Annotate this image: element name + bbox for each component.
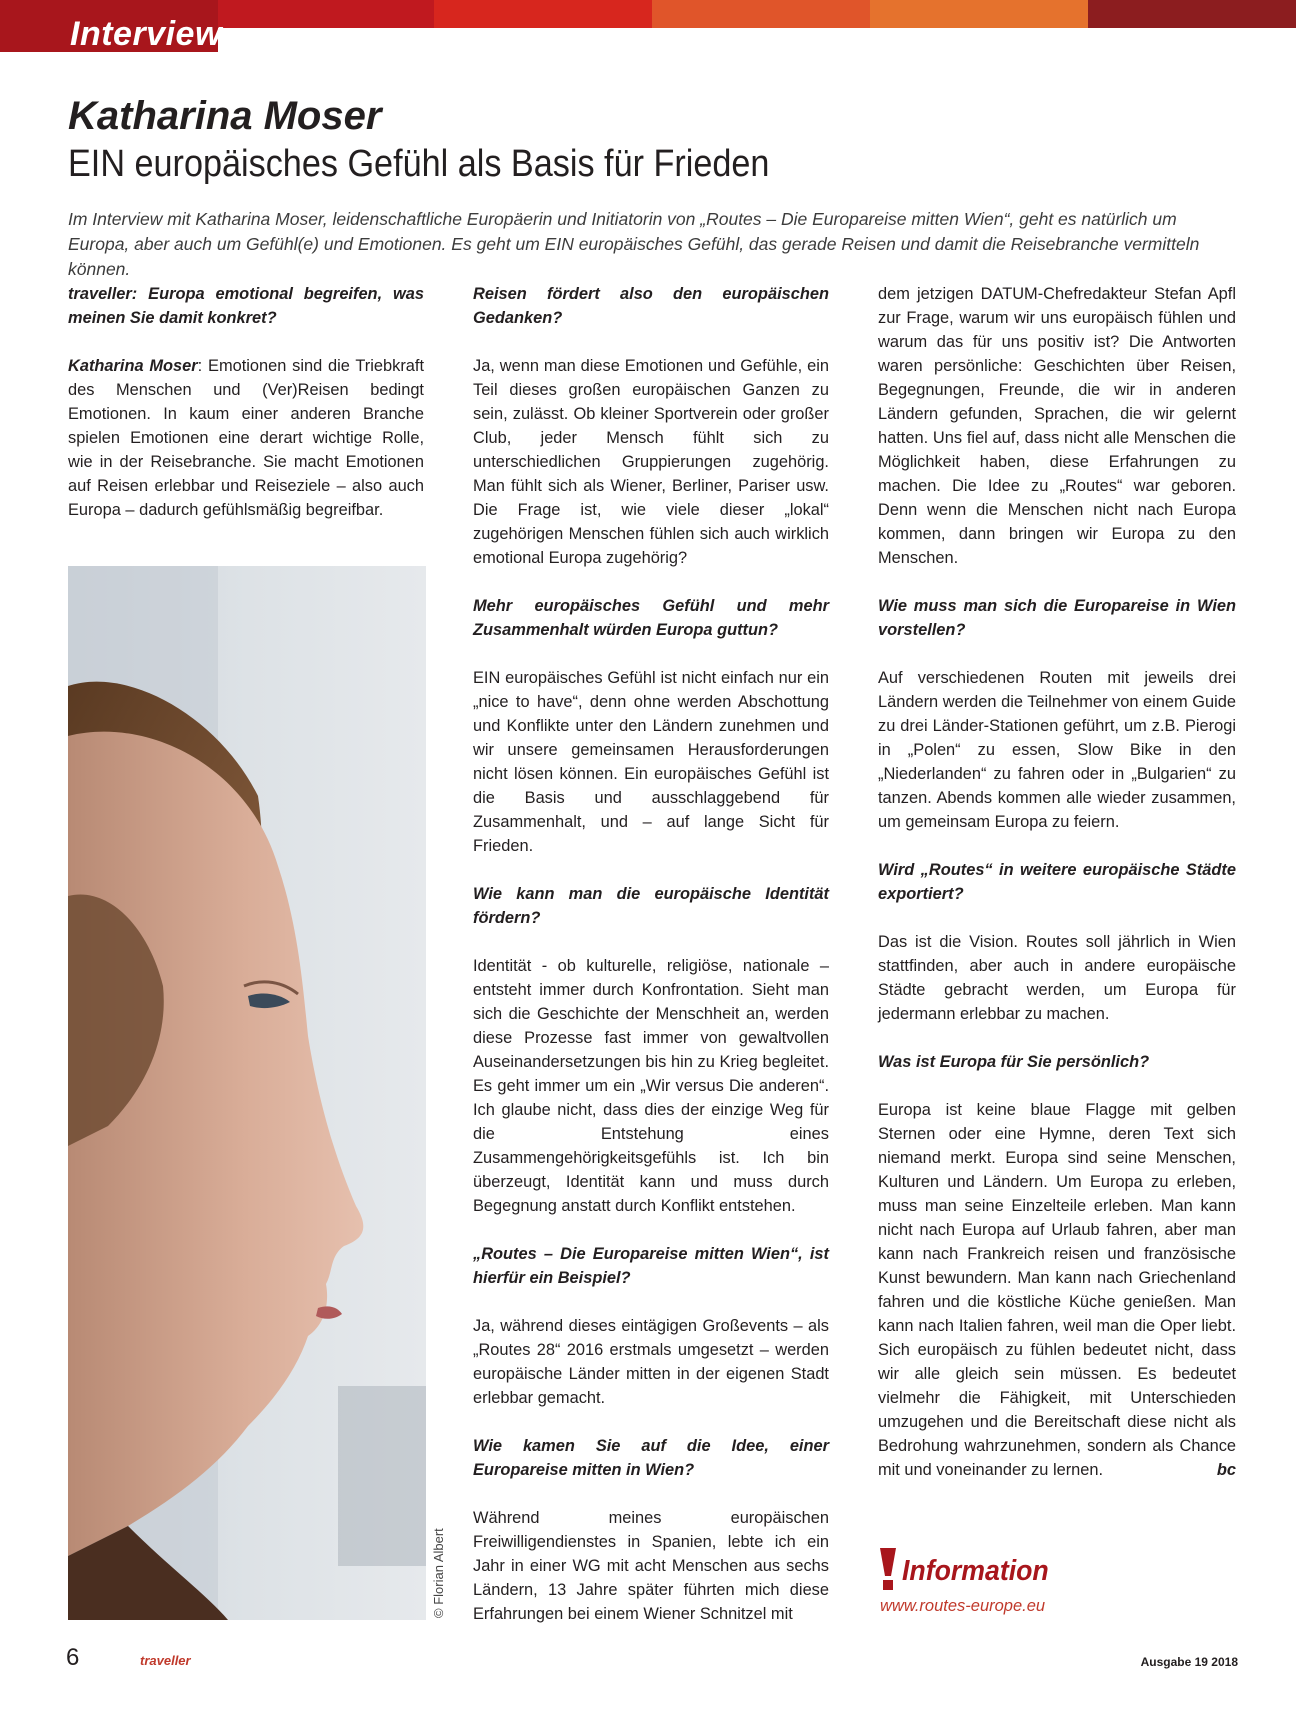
answer (68, 354, 424, 522)
author-signature: bc (1216, 1461, 1236, 1479)
answer-text: : Emotionen sind die Triebkraft des Menschen und (Ver)Reisen bedingt Emotionen. In kaum einer anderen Branche spielen Emotionen eine derart wichtige Rolle, wie in der Reisebranche. Sie macht Emotionen auf Reisen erlebbar und Reiseziele – also auch Europa – dadurch gefühlsmäßig begreifbar. (68, 357, 424, 519)
answer: EIN europäisches Gefühl ist nicht einfach nur ein „nice to have“, denn ohne werden Abschottung und Konflikte unter den Ländern zunehmen und wir unsere gemeinsamen Herausforderungen nicht lösen können. Ein europäisches Gefühl ist die Basis und ausschlaggebend für Zusammenhalt, und – auf lange Sicht für Frieden. (473, 669, 829, 855)
question: Wie kann man die europäische Identität fördern? (473, 885, 829, 927)
info-link[interactable]: www.routes-europe.eu (880, 1597, 1046, 1615)
answer: Identität - ob kulturelle, religiöse, nationale – entsteht immer durch Konfrontation. Sieht man sich die Geschichte der Menschheit an, werden diese Prozesse fast immer von gewaltvollen Auseinandersetzungen bis hin zu Krieg begleitet. Es geht immer um ein „Wir versus Die anderen“. Ich glaube nicht, dass dies der einzige Weg für die Entstehung eines Zusammengehörigkeitsgefühls ist. Ich bin überzeugt, Identität kann und muss durch Begegnung anstatt durch Konflikt entstehen. (473, 957, 829, 1215)
question: Wie kamen Sie auf die Idee, einer Europareise mitten in Wien? (473, 1437, 829, 1479)
photo-credit: © Florian Albert (431, 1528, 446, 1618)
question: traveller: Europa emotional begreifen, was meinen Sie damit konkret? (68, 285, 424, 327)
question: Wird „Routes“ in weitere europäische Städte exportiert? (878, 861, 1236, 903)
question: Mehr europäisches Gefühl und mehr Zusammenhalt würden Europa guttun? (473, 597, 829, 639)
interviewee-name: Katharina Moser (68, 94, 382, 138)
magazine-name: traveller (140, 1653, 191, 1668)
answer-text: Europa ist keine blaue Flagge mit gelben Sternen oder eine Hymne, deren Text sich niemand merkt. Europa sind seine Menschen, Kulturen und Ländern. Um Europa zu erleben, muss man seine Einzelteile erleben. Man kann nicht nach Europa auf Urlaub fahren, aber man kann nach Frankreich reisen und französische Kunst bewundern. Man kann nach Griechenland fahren und die köstliche Küche genießen. Man kann nach Italien fahren, weil man die Oper liebt. Sich europäisch zu fühlen bedeutet nicht, dass wir alle gleich sein müssen. Es bedeutet vielmehr die Fähigkeit, mit Unterschieden umzugehen und die Bereitschaft diese nicht als Bedrohung wahrzunehmen, sondern als Chance mit und voneinander zu lernen. (878, 1101, 1236, 1479)
portrait-photo (68, 566, 426, 1620)
top-bar-segment (652, 0, 870, 28)
answer: Ja, während dieses eintägigen Großevents – als „Routes 28“ 2016 erstmals umgesetzt – werden europäische Länder mitten in der eigenen Stadt erlebbar gemacht. (473, 1317, 829, 1407)
answer: Während meines europäischen Freiwilligendienstes in Spanien, lebte ich ein Jahr in einer WG mit acht Menschen aus sechs Ländern, 13 Jahre später führten mich diese Erfahrungen bei einem Wiener Schnitzel mit (473, 1509, 829, 1623)
question: Wie muss man sich die Europareise in Wien vorstellen? (878, 597, 1236, 639)
lead-paragraph: Im Interview mit Katharina Moser, leidenschaftliche Europäerin und Initiatorin von „Routes – Die Europareise mitten Wien“, geht es natürlich um Europa, aber auch um Gefühl(e) und Emotionen. Es geht um EIN europäisches Gefühl, das gerade Reisen und damit die Reisebranche vermitteln können. (68, 209, 1200, 279)
answer: Ja, wenn man diese Emotionen und Gefühle, ein Teil dieses großen europäischen Ganzen zu sein, zulässt. Ob kleiner Sportverein oder großer Club, jeder Mensch fühlt sich zu unterschiedlichen Gruppierungen zugehörig. Man fühlt sich als Wiener, Berliner, Pariser usw. Die Frage ist, wie viele dieser „lokal“ zugehörigen Menschen fühlen sich auch wirklich emotional Europa zugehörig? (473, 357, 829, 567)
question: Was ist Europa für Sie persönlich? (878, 1053, 1150, 1071)
headline: EIN europäisches Gefühl als Basis für Frieden (68, 143, 770, 185)
top-bar-segment (1088, 0, 1296, 28)
column-1 (68, 282, 424, 522)
issue-label: Ausgabe 19 2018 (1140, 1655, 1238, 1669)
column-3 (878, 282, 1236, 1482)
answer: Auf verschiedenen Routen mit jeweils drei Ländern werden die Teilnehmer von einem Guide zu drei Länder-Stationen geführt, um z.B. Pierogi in „Polen“ zu essen, Slow Bike in den „Niederlanden“ zu fahren oder in „Bulgarien“ zu tanzen. Abends kommen alle wieder zusammen, um gemeinsam Europa zu feiern. (878, 669, 1236, 831)
top-bar-segment (870, 0, 1088, 28)
page-number: 6 (66, 1644, 80, 1671)
answer: Das ist die Vision. Routes soll jährlich in Wien stattfinden, aber auch in andere europäische Städte gebracht werden, um Europa für jedermann erlebbar zu machen. (878, 933, 1236, 1023)
portrait-illustration (68, 566, 426, 1620)
top-bar-segment (434, 0, 652, 28)
exclamation-icon (876, 1548, 900, 1592)
section-label: Interview (70, 15, 222, 53)
answer (878, 1098, 1236, 1482)
speaker-name: Katharina Moser (68, 357, 198, 375)
answer-continued: dem jetzigen DATUM-Chefredakteur Stefan Apfl zur Frage, warum wir uns europäisch fühlen und warum das für uns positiv ist? Die Antworten waren persönliche: Geschichten über Reisen, Begegnungen, Freunde, die wir in anderen Ländern gefunden, Sprachen, die wir gelernt hatten. Uns fiel auf, dass nicht alle Menschen die Möglichkeit haben, diese Erfahrungen zu machen. Die Idee zu „Routes“ war geboren. Denn wenn die Menschen nicht nach Europa kommen, dann bringen wir Europa zu den Menschen. (878, 285, 1236, 567)
info-title: Information (902, 1555, 1049, 1587)
information-box (876, 1548, 1126, 1620)
column-2 (473, 282, 829, 1626)
top-bar-segment (216, 0, 434, 28)
question: Reisen fördert also den europäischen Gedanken? (473, 285, 829, 327)
question: „Routes – Die Europareise mitten Wien“, ist hierfür ein Beispiel? (473, 1245, 829, 1287)
